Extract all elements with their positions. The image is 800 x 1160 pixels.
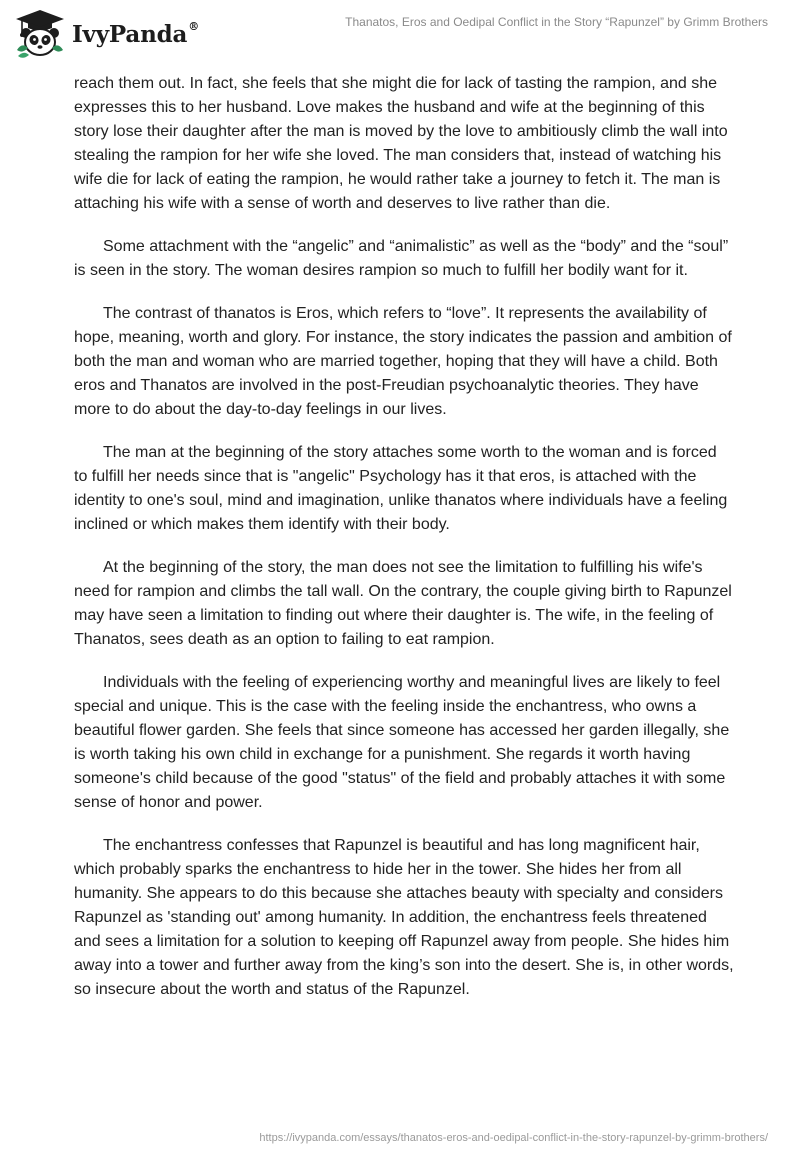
- ivypanda-logo[interactable]: [14, 8, 199, 58]
- paragraph: reach them out. In fact, she feels that she might die for lack of tasting the rampion, and she expresses this to her husband. Love makes the husband and wife at the beginning of this story lose their daughter after the man is moved by the love to ambitiously climb the wall into stealing the rampion for her wife she loved. The man considers that, instead of watching his wife die for lack of eating the rampion, he would rather take a journey to fetch it. The man is attaching his wife with a sense of worth and deserves to live rather than die.: [74, 75, 728, 212]
- panda-graduation-cap-icon: [14, 8, 66, 58]
- paragraph: Individuals with the feeling of experiencing worthy and meaningful lives are likely to feel special and unique. This is the case with the feeling inside the enchantress, who owns a beautiful flower garden. She feels that since someone has accessed her garden illegally, she is worth taking his own child in exchange for a punishment. She regards it worth having someone's child because of the good "status" of the field and probably attaches it with some sense of honor and power.: [74, 674, 730, 811]
- paragraph: The enchantress confesses that Rapunzel is beautiful and has long magnificent hair, which probably sparks the enchantress to hide her in the tower. She hides her from all humanity. She appears to do this because she attaches beauty with specialty and considers Rapunzel as 'standing out' among humanity. In addition, the enchantress feels threatened and sees a limitation for a solution to keeping off Rapunzel away from people. She hides him away into a tower and further away from the king’s son into the desert. She is, in other words, so insecure about the worth and status of the Rapunzel.: [74, 837, 734, 998]
- paragraph: The contrast of thanatos is Eros, which refers to “love”. It represents the availability of hope, meaning, worth and glory. For instance, the story indicates the passion and ambition of both the man and woman who are married together, hoping that they will have a child. Both eros and Thanatos are involved in the post-Freudian psychoanalytic theories. They have more to do about the day-to-day feelings in our lives.: [74, 305, 732, 418]
- paragraph: Some attachment with the “angelic” and “animalistic” as well as the “body” and the “soul” is seen in the story. The woman desires rampion so much to fulfill her bodily want for it.: [74, 238, 729, 279]
- brand-name: IvyPanda®: [72, 19, 199, 48]
- document-title: Thanatos, Eros and Oedipal Conflict in the Story “Rapunzel” by Grimm Brothers: [345, 15, 768, 29]
- paragraph: The man at the beginning of the story attaches some worth to the woman and is forced to fulfill her needs since that is "angelic" Psychology has it that eros, is attached with the identity to one's soul, mind and imagination, unlike thanatos where individuals have a feeling inclined or which makes them identify with their body.: [74, 444, 728, 533]
- essay-body: [74, 72, 734, 1021]
- page-header: [0, 0, 800, 64]
- source-url[interactable]: https://ivypanda.com/essays/thanatos-eros-and-oedipal-conflict-in-the-story-rapunzel-by-grimm-brothers/: [259, 1132, 768, 1144]
- paragraph: At the beginning of the story, the man does not see the limitation to fulfilling his wife's need for rampion and climbs the tall wall. On the contrary, the couple giving birth to Rapunzel may have seen a limitation to finding out where their daughter is. The wife, in the feeling of Thanatos, sees death as an option to failing to eat rampion.: [74, 559, 732, 648]
